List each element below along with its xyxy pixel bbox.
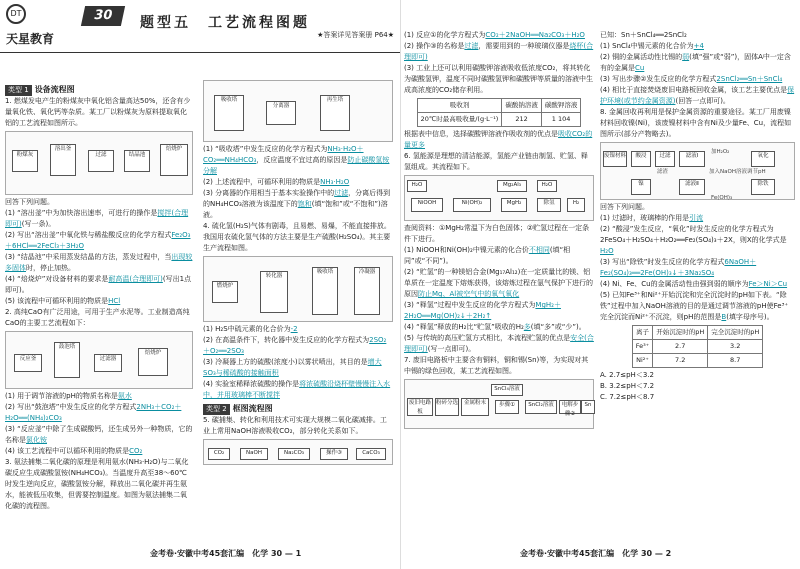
column-1 bbox=[5, 84, 193, 512]
q3-part3-mid: ，分离后得到的NH₄HCO₃溶液为该温度下的 bbox=[203, 189, 391, 208]
figure-node: 焙烧炉 bbox=[160, 144, 188, 176]
answer: HCl bbox=[108, 297, 121, 305]
q2-part1-text: (1) 用于调节溶液的pH的物质名称是 bbox=[5, 392, 118, 400]
q6-part3-text: (3) “释氢”过程中发生反应的化学方程式为 bbox=[404, 301, 536, 309]
figure-node: NiOOH bbox=[411, 198, 443, 212]
q1-part1-tail: (写一条)。 bbox=[21, 220, 56, 228]
table-cell: 3.2 bbox=[708, 340, 763, 354]
answer: 搅拌(合理即可) bbox=[5, 209, 189, 228]
q8-part1 bbox=[600, 213, 795, 224]
figure-node: 滤液Ⅰ bbox=[679, 151, 705, 167]
figure-node: 溶出釜 bbox=[50, 144, 76, 176]
figure-node: 吸收塔 bbox=[214, 95, 244, 131]
q5-part3-followup-text: 根据表中信息，选择碳酸钾溶液作吸收剂的优点是 bbox=[404, 130, 558, 138]
q2-part3-text: (3) “反应釜”中除了生成碳酸钙，还生成另外一种物质，它的名称是 bbox=[5, 425, 193, 444]
q5-part3: (3) 工业上还可以利用碳酸钾溶液吸收低浓度CO₂，将其转化为碳酸氢钾，温度不同时碳酸氢钾和碳酸钾等质量的溶液中生成高浓度的CO₂储存利用。 bbox=[404, 64, 593, 94]
table-header: 吸收剂 bbox=[417, 99, 502, 113]
figure-node: 焙烧炉 bbox=[138, 348, 168, 376]
answer-ref: ★答案详见答案册 P64★ bbox=[317, 31, 394, 39]
q1-lead: 回答下列问题。 bbox=[5, 198, 54, 206]
figure-node: H₂ bbox=[567, 198, 585, 212]
q7-part4 bbox=[600, 85, 795, 107]
q3-part3 bbox=[203, 188, 393, 221]
figure-node: CaCO₃ bbox=[356, 448, 386, 460]
answer: 烧杯(合理即可) bbox=[404, 42, 594, 61]
q6-part4-text: (4) “释氢”释放的H₂比“贮氢”吸收的H₂ bbox=[404, 323, 524, 331]
column-4 bbox=[600, 30, 795, 403]
section-title: 设备流程图 bbox=[34, 85, 75, 94]
q6-part2 bbox=[404, 267, 594, 300]
header bbox=[0, 0, 400, 53]
q1-part3 bbox=[5, 252, 193, 274]
page-number: 30 — 2 bbox=[640, 549, 672, 558]
question-4: 4. 硫化氢(H₂S)气体有剧毒，且易燃、易爆，不能直接排放。我国用农硫化氢气体的方法主要是生产硫酸(H₂SO₄)。其主要生产流程如图。 bbox=[203, 222, 391, 252]
section-tag: 类型 2 bbox=[203, 404, 230, 415]
q7-part3-text: (3) 写出步骤②发生反应的化学方程式 bbox=[600, 75, 717, 83]
q6-part4-tail: (填“多”或“少”)。 bbox=[530, 323, 586, 331]
answer: 防止Mg、Al被空气中的氧气氧化 bbox=[418, 290, 520, 298]
figure-q3 bbox=[203, 80, 393, 142]
answer: 氨水 bbox=[117, 392, 132, 400]
answer: 吸收CO₂的量更多 bbox=[404, 130, 593, 149]
figure-node: 再生塔 bbox=[320, 95, 350, 131]
q2-part3 bbox=[5, 424, 193, 446]
figure-node: MgH₂ bbox=[501, 198, 527, 212]
answer: 耐高温(合理即可) bbox=[108, 275, 163, 283]
question-5: 5. 碳捕集、转化和利用技术可实现大规模二氧化碳减排。工业上常用NaOH溶液吸收CO₂，部分转化关系如下。 bbox=[203, 416, 387, 435]
figure-node: H₂O bbox=[407, 180, 427, 192]
section-tag: 类型 1 bbox=[5, 85, 32, 96]
answer: 增大SO₃与稀硫酸的接触面积 bbox=[203, 358, 382, 377]
figure-node: 反应釜 bbox=[14, 354, 42, 372]
answer: Cu bbox=[635, 64, 645, 72]
q6-part5-tail: (写一点即可)。 bbox=[427, 345, 476, 353]
question-1: 1. 燃煤发电产生的粉煤灰中氧化铝含量高达50%，还含有少量氧化铁、氧化钙等杂质。某工厂以粉煤灰为原料提取氧化铝的工艺流程如图所示。 bbox=[5, 97, 191, 127]
q4-part1 bbox=[203, 324, 393, 335]
ph-table bbox=[632, 325, 763, 368]
figure-node: 镍 bbox=[631, 179, 651, 195]
q1-part5-text: (5) 该流程中可循环利用的物质是 bbox=[5, 297, 109, 305]
q6-note: 查阅资料：①MgH₂常温下为白色固体；②贮氢过程在一定条件下进行。 bbox=[404, 224, 590, 243]
figure-label: 加H₂O₂ bbox=[711, 149, 730, 155]
footer-right bbox=[520, 548, 671, 559]
figure-node: 过滤 bbox=[88, 150, 114, 172]
footer-left bbox=[150, 548, 301, 559]
answer: 过滤 bbox=[334, 189, 349, 197]
q2-part2 bbox=[5, 402, 193, 424]
figure-node: 冷凝器 bbox=[354, 267, 380, 315]
q2-part1 bbox=[5, 391, 193, 402]
answer: MgH₂＋2H₂O══Mg(OH)₂↓＋2H₂↑ bbox=[404, 301, 561, 320]
q3-part1-tail: ，反应温度不宜过高的原因是 bbox=[256, 156, 348, 164]
answer: Fe＞Ni＞Cu bbox=[748, 280, 788, 288]
figure-node: 燃烧炉 bbox=[212, 281, 238, 303]
q2-part4-text: (4) 该工艺流程中可以循环利用的物质是 bbox=[5, 447, 130, 455]
table-cell: 1 104 bbox=[541, 113, 581, 127]
question-8: 8. 金属回收再利用是保护金属资源的重要途径。某工厂用废镍材料回收镍(Ni)，该废镍材料中含有Ni及少量Fe、Cu，流程如图所示(部分产物略去)。 bbox=[600, 108, 792, 138]
q2-part4 bbox=[5, 446, 193, 457]
figure-label: Fe(OH)₃ bbox=[711, 195, 733, 201]
q8-lead: 回答下列问题。 bbox=[600, 203, 649, 211]
figure-node: H₂O bbox=[537, 180, 557, 192]
figure-node: Ni(OH)₂ bbox=[453, 198, 491, 212]
q8-part5-text: (5) 已知Fe³⁺和Ni²⁺开始沉淀和完全沉淀时的pH如下表。“除铁”过程中加入NaOH溶液的目的是通过调节溶液的pH使Fe³⁺完全沉淀而Ni²⁺不沉淀，则pH的范围是 bbox=[600, 291, 789, 321]
page-number: 30 — 1 bbox=[270, 549, 302, 558]
footer-right-text: 金考卷·安徽中考45套汇编 化学 bbox=[520, 549, 639, 558]
table-cell: 2.7 bbox=[653, 340, 708, 354]
q3-part2-text: (2) 上述流程中，可循环利用的物质是 bbox=[203, 178, 321, 186]
q6-part3 bbox=[404, 300, 594, 322]
q8-part4-text: (4) Ni、Fe、Cu的金属活动性由强到弱的顺序为 bbox=[600, 280, 749, 288]
q1-part1 bbox=[5, 208, 193, 230]
figure-node: 转化器 bbox=[260, 271, 288, 313]
q7-part2-text: (2) 铜的金属活动性比锡的 bbox=[600, 53, 683, 61]
answer: 保护环境(或节约金属资源) bbox=[600, 86, 795, 105]
option-b: B. 3.2≤pH＜7.2 bbox=[600, 382, 655, 390]
q5-part2-mid: ，需要用到的一种玻璃仪器是 bbox=[478, 42, 570, 50]
answer: 2SO₂＋O₂══2SO₃ bbox=[203, 336, 387, 355]
answer: 将浓硫酸沿烧杯壁慢慢注入水中，并用玻璃棒不断搅拌 bbox=[203, 380, 391, 399]
q7-part1 bbox=[600, 41, 795, 52]
q7-part1-text: (1) SnCl₄中锡元素的化合价为 bbox=[600, 42, 694, 50]
figure-node: 吸收塔 bbox=[312, 267, 338, 315]
figure-node: 操作③ bbox=[320, 448, 348, 460]
figure-node: 鼓泡塔 bbox=[54, 342, 80, 378]
figure-node: 电解步骤② bbox=[559, 400, 581, 414]
figure-node: 粉碎分选 bbox=[435, 398, 459, 416]
figure-node: 粉煤灰 bbox=[12, 150, 38, 172]
q8-part5 bbox=[600, 290, 795, 323]
q3-part1-text: (1) “吸收塔”中发生反应的化学方程式为 bbox=[203, 145, 328, 153]
table-cell: Ni²⁺ bbox=[632, 354, 652, 368]
answer: +4 bbox=[693, 42, 704, 50]
paper-number: 30 bbox=[81, 6, 125, 26]
figure-node: SnCl₄溶液 bbox=[491, 384, 523, 396]
figure-node: 过滤 bbox=[655, 151, 675, 167]
figure-q4 bbox=[203, 256, 393, 322]
table-header: 离子 bbox=[632, 326, 652, 340]
q8-part1-text: (1) 过滤时，玻璃棒的作用是 bbox=[600, 214, 690, 222]
figure-q6 bbox=[404, 175, 594, 221]
answer: Fe₂O₃＋6HCl══2FeCl₃＋3H₂O bbox=[5, 231, 191, 250]
absorb-table bbox=[417, 98, 582, 127]
q8-part4 bbox=[600, 279, 795, 290]
answer: NH₃·H₂O bbox=[320, 178, 350, 186]
q3-part3-text: (3) 分离器的作用相当于基本实验操作中的 bbox=[203, 189, 335, 197]
q6-part4 bbox=[404, 322, 594, 333]
column-2 bbox=[203, 80, 393, 465]
q1-part4-tail: (写出1点即可)。 bbox=[5, 275, 192, 294]
question-2: 2. 高纯CaO有广泛用途，可用于生产水泥等。工业制造高纯CaO的主要工艺流程如下： bbox=[5, 308, 190, 327]
q3-part3-tail: (填“饱和”或“不饱和”)溶液。 bbox=[203, 200, 388, 219]
figure-node: CO₂ bbox=[208, 448, 230, 460]
q6-part5-text: (5) 与传统的高压贮氢方式相比，本流程贮氢的优点是 bbox=[404, 334, 571, 342]
q7-known: 已知：Sn＋SnCl₄══2SnCl₂ bbox=[600, 31, 687, 39]
q4-part2-text: (2) 在高温条件下，转化器中发生反应的化学方程式为 bbox=[203, 336, 370, 344]
table-header: 碳酸钠溶液 bbox=[502, 99, 542, 113]
answer: CO₂ bbox=[129, 447, 143, 455]
brand-logo-icon: DT bbox=[6, 4, 26, 24]
q8-part2 bbox=[600, 224, 795, 257]
table-header: 完全沉淀时的pH bbox=[708, 326, 763, 340]
q3-part2 bbox=[203, 177, 393, 188]
q5-part3-followup bbox=[404, 129, 594, 151]
q1-part2-text: (2) 写出“溶出釜”中氧化铁与稀盐酸反应的化学方程式 bbox=[5, 231, 172, 239]
q6-part1 bbox=[404, 245, 594, 267]
q2-part2-text: (2) 写出“鼓泡塔”中发生反应的化学方程式 bbox=[5, 403, 137, 411]
figure-node: 废镍材料 bbox=[603, 151, 627, 167]
answer: 出现较多固体 bbox=[5, 253, 193, 272]
answer: 安全(合理即可) bbox=[404, 334, 594, 353]
q8-part3 bbox=[600, 257, 795, 279]
option-a: A. 2.7≤pH＜3.2 bbox=[600, 371, 654, 379]
figure-node: 过滤器 bbox=[94, 354, 122, 372]
q4-part3-text: (3) 冷凝器上方的硫酸(浓度小)以雾状喷出，其目的是 bbox=[203, 358, 368, 366]
figure-node: Sn bbox=[581, 400, 595, 414]
section-title: 框图流程图 bbox=[232, 404, 273, 413]
figure-node: 除铁 bbox=[751, 179, 775, 195]
q8-part5-tail: (填字母序号)。 bbox=[726, 313, 774, 321]
answer: 2SnCl₂══Sn＋SnCl₄ bbox=[716, 75, 783, 83]
table-header: 开始沉淀时的pH bbox=[653, 326, 708, 340]
q8-part3-text: (3) 写出“除铁”时发生反应的化学方程式 bbox=[600, 258, 725, 266]
table-header: 碳酸钾溶液 bbox=[541, 99, 581, 113]
q6-part5 bbox=[404, 333, 594, 355]
figure-label: 滤渣 bbox=[657, 169, 669, 175]
table-cell: Fe³⁺ bbox=[632, 340, 652, 354]
q8-part2-text: (2) “酸浸”发生反应，“氧化”时发生反应的化学方程式为2FeSO₄＋H₂SO₄＋H₂O₂══Fe₂(SO₄)₃＋2X，则X的化学式是 bbox=[600, 225, 787, 244]
answer: 2NH₃＋CO₂＋H₂O══(NH₄)₂CO₃ bbox=[5, 403, 182, 422]
answer: B bbox=[721, 313, 727, 321]
answer: 不相同 bbox=[528, 246, 550, 254]
figure-q2 bbox=[5, 331, 193, 389]
q5-part2-text: (2) 操作③的名称是 bbox=[404, 42, 465, 50]
q6-part1-tail: (填“相同”或“不同”)。 bbox=[404, 246, 571, 265]
q6-part2-text: (2) “贮氢”的一种镁铝合金(Mg₁₇Al₁₂)在一定质量比的镁、铝单质在一定温度下熔炼获得，该熔炼过程在氩气保护下进行的原因 bbox=[404, 268, 593, 298]
q7-part2 bbox=[600, 52, 795, 74]
q5-part2 bbox=[404, 41, 594, 63]
column-3 bbox=[404, 30, 594, 429]
page-divider bbox=[400, 0, 401, 569]
q1-part4-text: (4) “焙烧炉”对设备材料的要求是 bbox=[5, 275, 109, 283]
figure-q8 bbox=[600, 142, 795, 200]
figure-node: NaOH bbox=[240, 448, 268, 460]
answer: 过滤 bbox=[464, 42, 479, 50]
answer: 饱和 bbox=[297, 200, 312, 208]
figure-node: SnCl₂溶液 bbox=[525, 400, 557, 414]
answer: 弱 bbox=[682, 53, 690, 61]
table-cell: 8.7 bbox=[708, 354, 763, 368]
table-cell: 7.2 bbox=[653, 354, 708, 368]
answer: 引流 bbox=[689, 214, 704, 222]
q1-part1-text: (1) “溶出釜”中为加快溶出速率，可进行的操作是 bbox=[5, 209, 158, 217]
answer: CO₂＋2NaOH══Na₂CO₃＋H₂O bbox=[485, 31, 585, 39]
q1-part2 bbox=[5, 230, 193, 252]
figure-q5 bbox=[203, 439, 393, 465]
q5-part1 bbox=[404, 30, 594, 41]
figure-node: 金属粉末 bbox=[461, 398, 489, 416]
answer: 氯化铵 bbox=[26, 436, 47, 444]
q1-part3-text: (3) “结晶池”中采用蒸发结晶的方法，蒸发过程中，当 bbox=[5, 253, 172, 261]
figure-node: 结晶池 bbox=[124, 150, 150, 172]
figure-node: 氧化 bbox=[751, 151, 775, 167]
figure-node: 酸浸 bbox=[631, 151, 651, 167]
q4-part2 bbox=[203, 335, 393, 357]
figure-q1 bbox=[5, 131, 193, 195]
figure-node: 步骤① bbox=[495, 400, 519, 414]
page-title: 题型五 工艺流程图题 bbox=[140, 15, 310, 31]
figure-node: Mg₂Al₃ bbox=[497, 180, 527, 192]
q7-part4-text: (4) 相比于直接焚烧废旧电路板回收金属，该工艺主要优点是 bbox=[600, 86, 788, 94]
figure-node: 分离器 bbox=[266, 101, 296, 125]
q7-part4-tail: (回答一点即可)。 bbox=[675, 97, 730, 105]
answer: 防止碳酸氢铵分解 bbox=[203, 156, 390, 175]
q6-part1-text: (1) NiOOH和Ni(OH)₂中镍元素的化合价 bbox=[404, 246, 529, 254]
figure-node: Na₂CO₃ bbox=[278, 448, 310, 460]
q4-part3 bbox=[203, 357, 393, 379]
q1-part5 bbox=[5, 296, 193, 307]
brand-name: 天星教育 bbox=[6, 32, 55, 46]
q7-part3 bbox=[600, 74, 795, 85]
q5-part1-text: (1) 反应①的化学方程式为 bbox=[404, 31, 486, 39]
q1-part3-tail: 时，停止加热。 bbox=[26, 264, 75, 272]
q7-part2-mid: (填“强”或“弱”)，固体A中一定含有的金属是 bbox=[600, 53, 791, 72]
figure-node: 除氢 bbox=[537, 198, 561, 212]
question-7: 7. 废旧电路板中主要含有铜料，铜和锡(Sn)等，为实现对其中锡的绿色回收，某工艺流程如图。 bbox=[404, 356, 589, 375]
q4-part4 bbox=[203, 379, 393, 401]
option-c: C. 7.2≤pH＜8.7 bbox=[600, 393, 655, 401]
q4-part1-text: (1) H₂S中硫元素的化合价为 bbox=[203, 325, 291, 333]
figure-node: 滤液Ⅱ bbox=[679, 179, 705, 195]
figure-node: 废旧电路板 bbox=[408, 400, 431, 415]
answer: H₂O bbox=[600, 247, 614, 255]
answer: -2 bbox=[290, 325, 298, 333]
q1-part4 bbox=[5, 274, 193, 296]
figure-q7 bbox=[404, 379, 594, 429]
q4-part4-text: (4) 实验室稀释浓硫酸的操作是 bbox=[203, 380, 300, 388]
figure-label: 加入NaOH溶液调节pH bbox=[709, 169, 766, 175]
answer: NH₃·H₂O＋CO₂══NH₄HCO₃ bbox=[203, 145, 364, 164]
answer: 6NaOH＋Fe₂(SO₄)₃══2Fe(OH)₃↓＋3Na₂SO₄ bbox=[600, 258, 757, 277]
question-3: 3. 氨法捕集二氧化碳的原理是利用氨水(NH₃·H₂O)与二氧化碳反应生成碳酸氢铵(NH₄HCO₃)。当温度升高至38～60℃时发生逆向反应，碳酸氢铵分解，释放出二氧化碳并再生氨水，能被低压收集，但需要控制温度。如图为氨法捕集二氧化碳的流程图。 bbox=[5, 458, 189, 510]
answer: 多 bbox=[523, 323, 531, 331]
table-cell: 20℃时最高吸收量/(g·L⁻¹) bbox=[417, 113, 502, 127]
table-cell: 212 bbox=[502, 113, 542, 127]
q3-part1 bbox=[203, 144, 393, 177]
footer-left-text: 金考卷·安徽中考45套汇编 化学 bbox=[150, 549, 269, 558]
question-6: 6. 氢能源是理想的清洁能源，氢能产业链由制氢、贮氢、释氢组成。其流程如下。 bbox=[404, 152, 588, 171]
